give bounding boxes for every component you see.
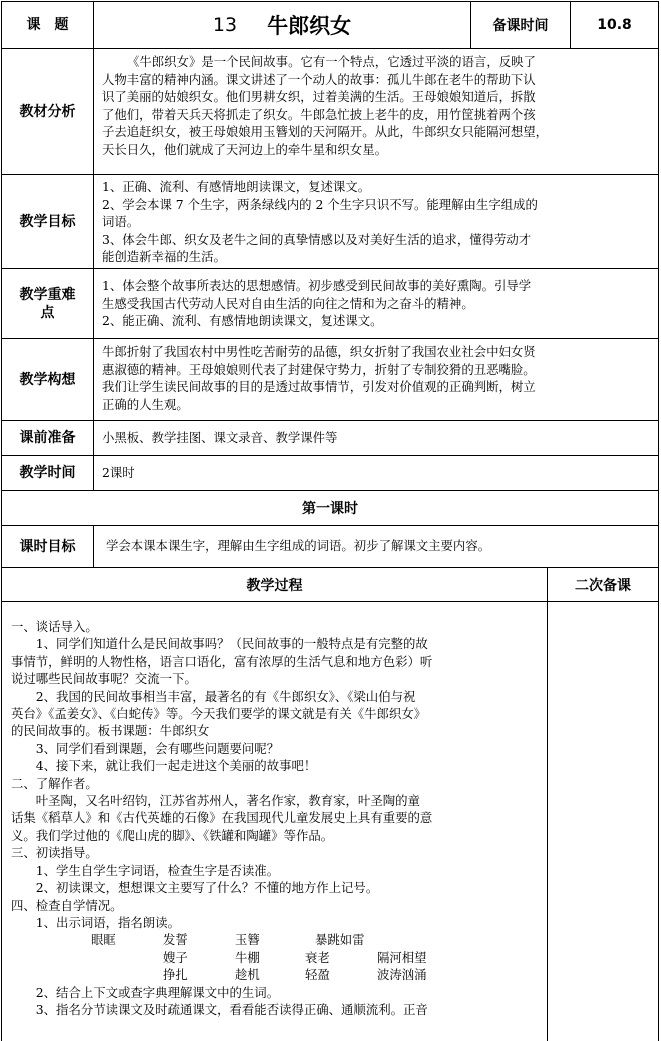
prep-time-label: 备课时间 (471, 2, 571, 48)
duration-label: 教学时间 (2, 456, 94, 490)
text-line: 我们让学生读民间故事的目的是透过故事情节，引发对价值观的正确判断，树立 (102, 379, 536, 394)
vocab-word: 玉簪 (235, 932, 260, 948)
text-line: 能创造新幸福的生活。 (102, 249, 226, 264)
lesson-title: 牛郎织女 (267, 14, 352, 38)
vocab-word: 隔河相望 (377, 949, 427, 965)
period-goal-row (1, 525, 659, 567)
text-line: 3、指名分节读课文及时疏通课文，看看能否读得正确、通顺流利。正音 (11, 1001, 428, 1017)
material-text (102, 53, 652, 158)
key-points-label (2, 269, 94, 338)
text-line: 二、了解作者。 (11, 775, 98, 791)
text-line: 话集《稻草人》和《古代英雄的石像》在我国现代儿童发展史上具有重要的意 (11, 810, 433, 826)
process-heading: 教学过程 (246, 577, 303, 594)
text-line: 三、初读指导。 (11, 845, 98, 861)
duration-row (1, 455, 659, 490)
text-line: 2、我国的民间故事相当丰富，最著名的有《牛郎织女》、《梁山伯与祝 (11, 688, 416, 704)
vocab-word: 嫂子 (163, 949, 188, 965)
text-line: 2、初读课文，想想课文主要写了什么？不懂的地方作上记号。 (11, 880, 379, 896)
text-line: 惠淑德的精神。王母娘娘则代表了封建保守势力，折射了专制狡猾的丑恶嘴脸。 (102, 361, 536, 377)
key-points-text (102, 277, 652, 330)
vocab-word: 牛棚 (235, 949, 260, 965)
text-line: 1、体会整个故事所表达的思想感情。初步感受到民间故事的美好熏陶。引导学 (102, 278, 532, 293)
text-line: 生感受我国古代劳动人民对自由生活的向往之情和为之奋斗的精神。 (102, 295, 474, 311)
text-line: 1、学生自学生字词语，检查生字是否读准。 (11, 862, 280, 878)
second-prep-notes-cell (548, 602, 658, 1041)
duration-text: 2课时 (102, 465, 135, 480)
vocab-word: 暴跳如雷 (315, 932, 365, 948)
vocab-row (11, 966, 541, 983)
concept-text (102, 343, 652, 413)
text-line: 事情节，鲜明的人物性格，语言口语化，富有浓厚的生活气息和地方色彩）听 (11, 653, 433, 669)
text-line: 1、同学们知道什么是民间故事吗？（民间故事的一般特点是有完整的故 (11, 636, 428, 652)
text-line: 2、学会本课 7 个生字，两条绿线内的 2 个生字只识不写。能理解由生字组成的 (102, 196, 538, 212)
lesson-plan-table (1, 1, 659, 1041)
prep-date: 10.8 (597, 17, 632, 33)
text-line: 天长日久，他们就成了天河边上的牵牛星和织女星。 (102, 141, 387, 157)
text-line: 人物丰富的精神内涵。课文讲述了一个动人的故事：孤儿牛郎在老牛的帮助下认 (102, 71, 536, 87)
text-line: 牛郎折射了我国农村中男性吃苦耐劳的品德，织女折射了我国农业社会中妇女贤 (102, 344, 536, 359)
vocab-row (11, 949, 541, 966)
second-prep-cell (548, 568, 658, 601)
text-line: 正确的人生观。 (102, 396, 189, 412)
text-line: 1、正确、流利、有感情地朗读课文，复述课文。 (102, 179, 371, 194)
concept-label: 教学构想 (2, 339, 94, 420)
material-label: 教材分析 (2, 49, 94, 174)
period-goal-text: 学会本课本课生字，理解由生字组成的词语。初步了解课文主要内容。 (106, 538, 491, 553)
topic-label: 课 题 (2, 2, 94, 48)
process-header-row (1, 567, 659, 601)
text-line: 2、能正确、流利、有感情地朗读课文，复述课文。 (102, 313, 383, 328)
vocab-word: 衰老 (305, 949, 330, 965)
process-heading-cell (2, 568, 548, 601)
text-line: 一、谈话导入。 (11, 619, 98, 634)
text-line: 2、结合上下文或查字典理解课文中的生词。 (11, 984, 280, 1000)
vocab-word: 发誓 (163, 932, 188, 948)
vocab-word: 波涛汹涌 (377, 967, 427, 983)
text-line: 3、体会牛郎、织女及老牛之间的真挚情感以及对美好生活的追求，懂得劳动才 (102, 231, 532, 247)
key-points-label-line: 教学重难 (19, 286, 76, 303)
goals-label: 教学目标 (2, 175, 94, 268)
text-line: 了他们，带着天兵天将抓走了织女。牛郎急忙披上老牛的皮，用竹筐挑着两个孩 (102, 106, 536, 122)
process-body-cell (2, 602, 548, 1041)
material-row (1, 48, 659, 174)
second-prep-heading: 二次备课 (575, 577, 631, 594)
text-line: 说过哪些民间故事呢？交流一下。 (11, 671, 197, 687)
text-line: 识了美丽的姑娘织女。他们男耕女织，过着美满的生活。王母娘娘知道后，拆散 (102, 89, 536, 104)
text-line: 1、出示词语，指名朗读。 (11, 914, 180, 930)
lesson-title-cell (94, 2, 471, 48)
text-line: 3、同学们看到课题，会有哪些问题要问呢？ (11, 740, 280, 756)
process-body-row (1, 601, 659, 1041)
header-row (1, 1, 659, 48)
key-points-label-line: 点 (40, 304, 55, 321)
preparation-text: 小黑板、教学挂图、课文录音、教学课件等 (102, 430, 338, 445)
text-line: 4、接下来，就让我们一起走进这个美丽的故事吧！ (11, 758, 317, 774)
vocab-word: 轻盈 (305, 967, 330, 983)
vocab-word: 眼眶 (91, 932, 116, 948)
text-line: 词语。 (102, 214, 140, 229)
first-period-heading: 第一课时 (302, 501, 358, 517)
vocab-word: 挣扎 (163, 967, 188, 983)
text-line: 义。我们学过他的《爬山虎的脚》、《铁罐和陶罐》等作品。 (11, 827, 334, 843)
key-points-row (1, 268, 659, 338)
vocab-word: 趁机 (235, 967, 260, 983)
lesson-number: 13 (212, 14, 238, 36)
concept-row (1, 338, 659, 420)
text-line: 子去追赶织女，被王母娘娘用玉簪划的天河隔开。从此，牛郎织女只能隔河想望， (102, 124, 549, 139)
preparation-row (1, 420, 659, 455)
text-line: 四、检查自学情况。 (11, 897, 123, 913)
first-period-row (1, 490, 659, 525)
goals-text (102, 178, 652, 266)
text-line: 《牛郎织女》是一个民间故事。它有一个特点，它透过平淡的语言，反映了 (127, 54, 536, 69)
text-line: 英台》《孟姜女》、《白蛇传》等。今天我们要学的课文就是有关《牛郎织女》 (11, 706, 427, 722)
vocab-row (11, 931, 541, 948)
preparation-label: 课前准备 (2, 421, 94, 455)
period-goal-label: 课时目标 (2, 526, 94, 567)
process-text (11, 618, 541, 1018)
goals-row (1, 174, 659, 268)
text-line: 的民间故事的。板书课题：牛郎织女 (11, 723, 210, 739)
text-line: 叶圣陶，又名叶绍钧，江苏省苏州人，著名作家，教育家，叶圣陶的童 (11, 793, 420, 809)
